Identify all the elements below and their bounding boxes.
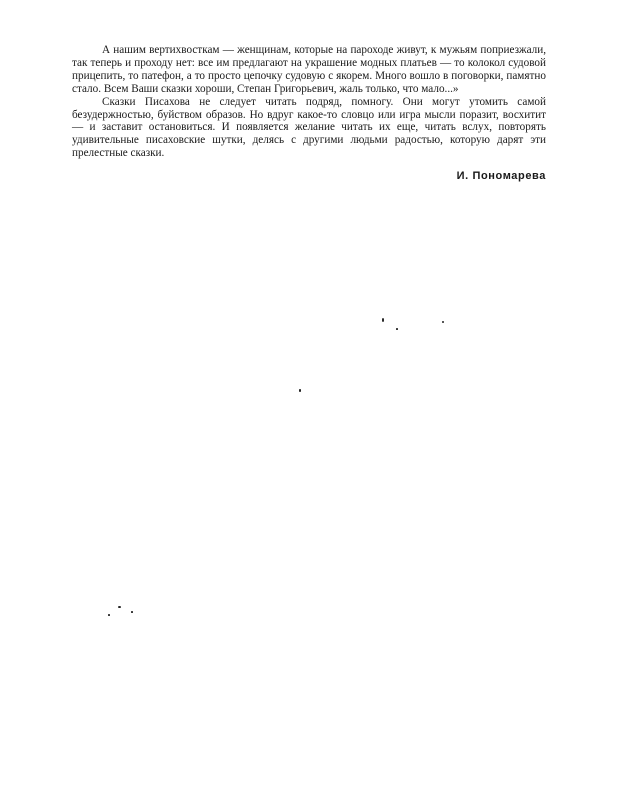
scan-speck — [442, 321, 444, 323]
paragraph-1: А нашим вертихвосткам — женщинам, которые на пароходе живут, к мужьям поприезжали, так теперь и проходу нет: все им предлагают на украшение модных платьев — то колокол судовой прицепить, то патефон, а то просто цепочку судовую с якорем. Много вошло в поговорки, памятно стало. Всем Ваши сказки хороши, Степан Григорьевич, жаль только, что мало...» — [72, 44, 546, 95]
scan-speck — [131, 611, 133, 613]
scan-speck — [382, 318, 384, 322]
body-text — [72, 44, 546, 160]
scan-speck — [118, 606, 121, 608]
paragraph-2: Сказки Писахова не следует читать подряд, помногу. Они могут утомить самой безудержностью, буйством образов. Но вдруг какое-то словцо или игра мысли поразит, восхитит — и заставит остановиться. И появляется желание читать их еще, читать вслух, повторять удивительные писаховские шутки, делясь с другими людьми радостью, которую дарят эти прелестные сказки. — [72, 95, 546, 160]
scan-speck — [108, 614, 110, 616]
scan-speck — [396, 328, 398, 330]
scan-speck — [299, 389, 301, 392]
author-signature: И. Пономарева — [456, 170, 546, 182]
